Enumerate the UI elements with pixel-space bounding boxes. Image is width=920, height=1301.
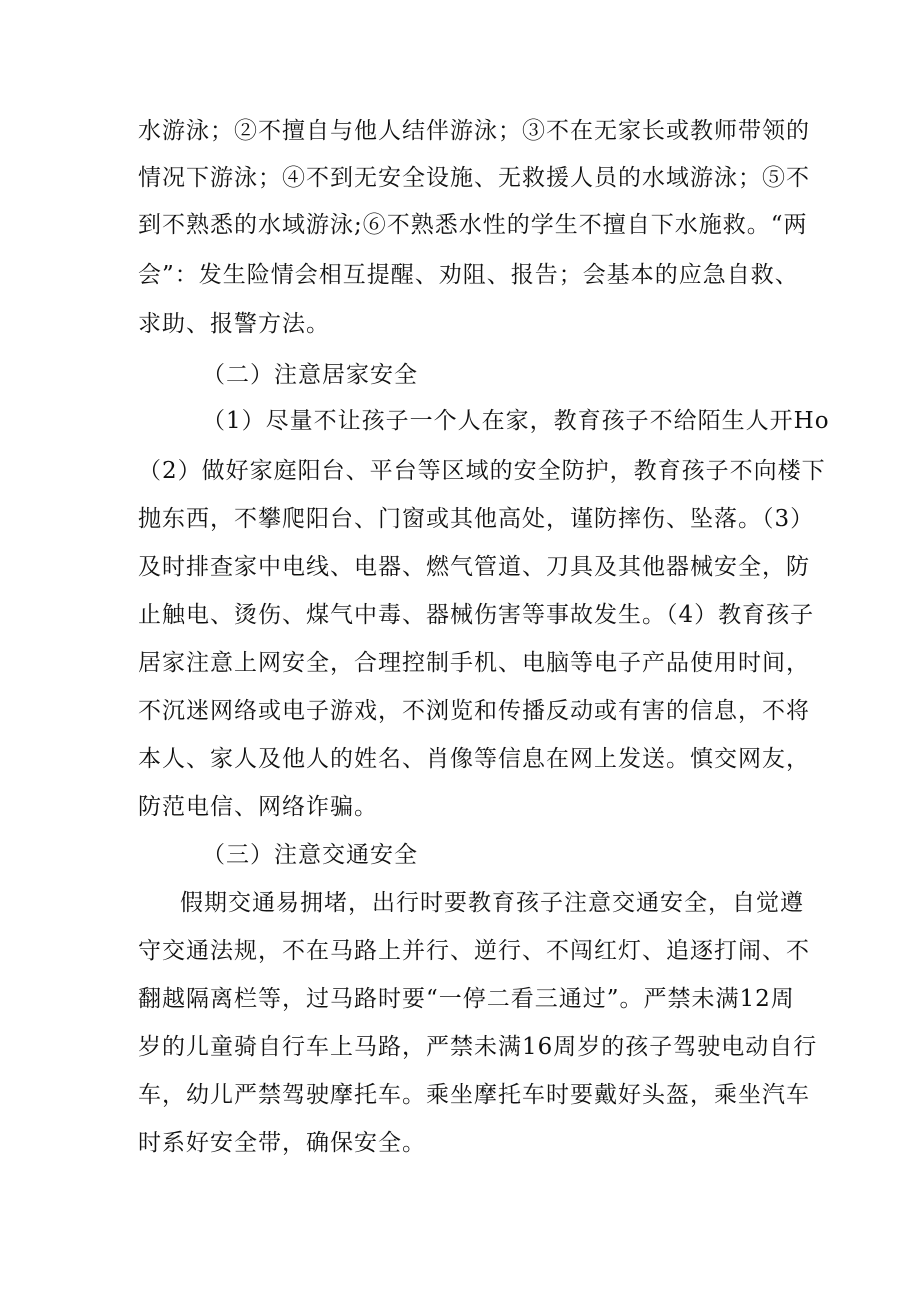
body-text-line: 翻越隔离栏等，过马路时要“一停二看三通过”。严禁未满12周 bbox=[138, 986, 795, 1012]
body-text-line: 水游泳；②不擅自与他人结伴游泳；③不在无家长或教师带领的 bbox=[138, 118, 810, 144]
body-text-line: 止触电、烫伤、煤气中毒、器械伤害等事故发生。（4）教育孩子 bbox=[138, 602, 815, 628]
body-text-line: 求助、报警方法。 bbox=[138, 311, 330, 337]
body-text-line: 守交通法规，不在马路上并行、逆行、不闯红灯、追逐打闹、不 bbox=[138, 938, 810, 964]
body-text-line: 到不熟悉的水域游泳;⑥不熟悉水性的学生不擅自下水施救。“两 bbox=[138, 212, 808, 238]
body-text-line: （1）尽量不让孩子一个人在家，教育孩子不给陌生人开Ho bbox=[202, 408, 830, 434]
body-text-line: 时系好安全带，确保安全。 bbox=[138, 1130, 426, 1156]
body-text-line: （2）做好家庭阳台、平台等区域的安全防护，教育孩子不向楼下 bbox=[138, 458, 826, 484]
body-text-line: 假期交通易拥堵，出行时要教育孩子注意交通安全，自觉遵 bbox=[180, 890, 804, 916]
body-text-line: 不沉迷网络或电子游戏，不浏览和传播反动或有害的信息，不将 bbox=[138, 698, 810, 724]
body-text-line: 及时排查家中电线、电器、燃气管道、刀具及其他器械安全，防 bbox=[138, 554, 810, 580]
section-heading: （二）注意居家安全 bbox=[202, 362, 418, 388]
body-text-line: 居家注意上网安全，合理控制手机、电脑等电子产品使用时间， bbox=[138, 650, 810, 676]
body-text-line: 车，幼儿严禁驾驶摩托车。乘坐摩托车时要戴好头盔，乘坐汽车 bbox=[138, 1082, 810, 1108]
body-text-line: 防范电信、网络诈骗。 bbox=[138, 794, 378, 820]
body-text-line: 抛东西，不攀爬阳台、门窗或其他高处，谨防摔伤、坠落。（3） bbox=[138, 506, 815, 532]
body-text-line: 岁的儿童骑自行车上马路，严禁未满16周岁的孩子驾驶电动自行 bbox=[138, 1034, 818, 1060]
body-text-line: 情况下游泳；④不到无安全设施、无救援人员的水域游泳；⑤不 bbox=[138, 165, 810, 191]
body-text-line: 会”：发生险情会相互提醒、劝阻、报告；会基本的应急自救、 bbox=[138, 262, 799, 288]
section-heading: （三）注意交通安全 bbox=[202, 842, 418, 868]
body-text-line: 本人、家人及他人的姓名、肖像等信息在网上发送。慎交网友， bbox=[138, 746, 810, 772]
